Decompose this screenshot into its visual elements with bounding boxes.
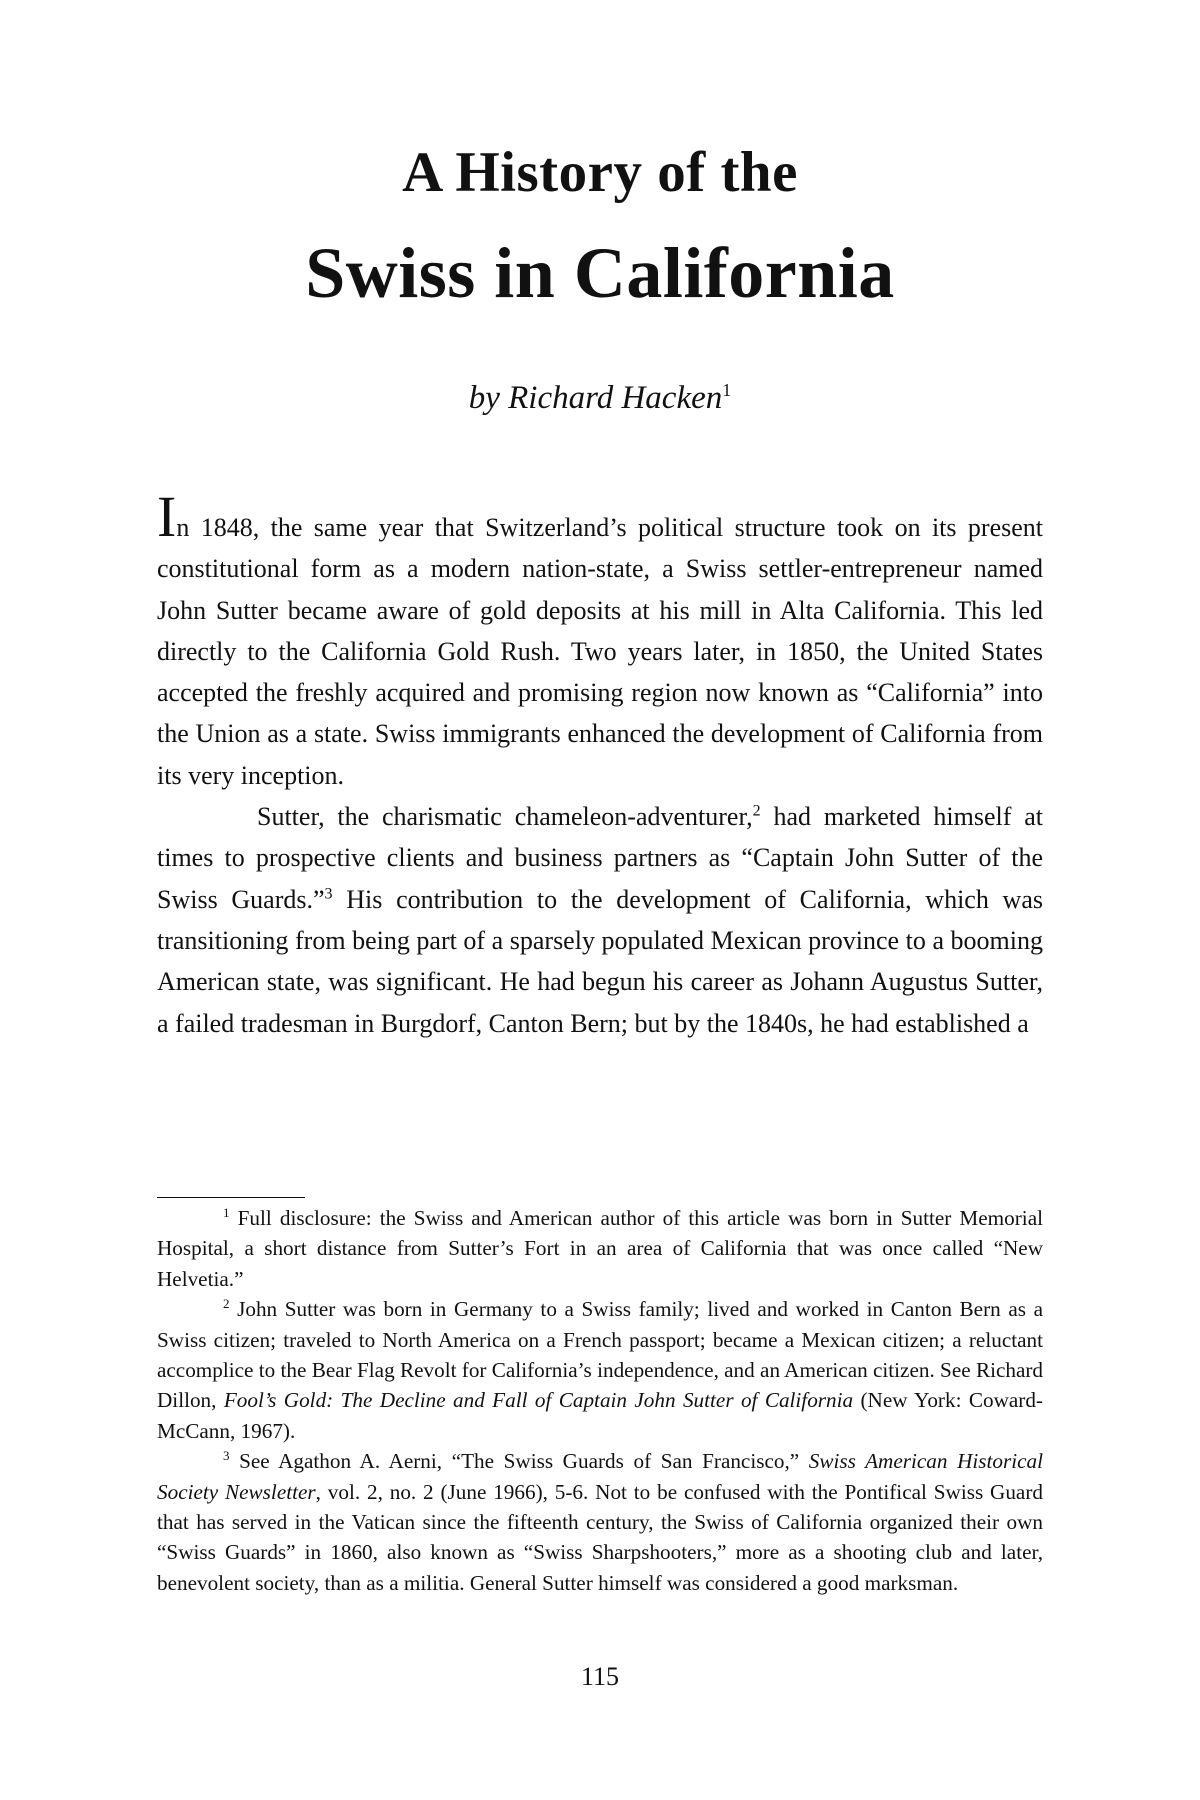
byline-text: by Richard Hacken [468,380,723,416]
footnote-1-number: 1 [223,1204,230,1220]
footnote-2-text: John Sutter was born in Germany to a Swiss family; lived and worked in Canton Bern as a Swiss citizen; traveled to North America on a French passport; became a Mexican citizen; a reluctant accomplice to the Bear Flag Revolt for California’s independence, and an American citizen. See Richard Dillon, [157,1297,1044,1413]
footnote-3 [157,1446,1043,1598]
paragraph-2 [157,796,1043,1044]
footnote-2-citation: (New York: Coward-McCann, 1967). [157,1388,1043,1443]
paragraph-2-text-c: His contribution to the development of California, which was transitioning from being part of a sparsely populated Mexican province to a booming American state, was significant. He had begun his career as Johann Augustus Sutter, a failed tradesman in Burgdorf, Canton Bern; but by the 1840s, he had established a [157,884,1043,1038]
paragraph-2-text-a: Sutter, the charismatic chameleon-adventurer, [257,802,753,832]
drop-cap: I [157,484,177,549]
footnote-3-text-a: See Agathon A. Aerni, “The Swiss Guards of San Francisco,” [229,1449,809,1474]
byline-note-ref[interactable]: 1 [722,380,732,400]
byline [0,380,1200,417]
footnote-3-journal-title: Swiss American Historical Society Newsletter [157,1449,1043,1504]
paragraph-1 [157,484,1043,796]
footnote-2-book-title: Fool’s Gold: The Decline and Fall of Captain John Sutter of California [223,1388,854,1413]
footnote-1 [157,1203,1043,1294]
footnote-1-text: Full disclosure: the Swiss and American author of this article was born in Sutter Memorial Hospital, a short distance from Sutter’s Fort in an area of California that was once called “New Helvetia.” [157,1206,1043,1291]
page-number: 115 [580,1662,620,1691]
note-ref-3[interactable]: 3 [324,885,333,903]
footnote-3-text-b: , vol. 2, no. 2 (June 1966), 5-6. Not to be confused with the Pontifical Swiss Guard that has served in the Vatican since the fifteenth century, the Swiss of California organized their own “Swiss Guards” in 1860, also known as “Swiss Sharpshooters,” more as a shooting club and later, benevolent society, than as a militia. General Sutter himself was considered a good marksman. [157,1479,1043,1595]
footnote-3-number: 3 [223,1448,230,1464]
footnote-divider [157,1197,305,1198]
paragraph-2-text-b: had marketed himself at times to prospective clients and business partners as “Captain John Sutter of the Swiss Guards.” [157,802,1043,914]
body-text [157,484,1043,1044]
paragraph-1-text: n 1848, the same year that Switzerland’s political structure took on its present constitutional form as a modern nation-state, a Swiss settler-entrepreneur named John Sutter became aware of gold deposits at his mill in Alta California. This led directly to the California Gold Rush. Two years later, in 1850, the United States accepted the freshly acquired and promising region now known as “California” into the Union as a state. Swiss immigrants enhanced the development of California from its very inception. [157,513,1043,790]
footnote-2 [157,1294,1043,1446]
footnote-2-number: 2 [223,1296,230,1312]
title-line-2: Swiss in California [305,233,895,313]
footnotes [157,1203,1043,1598]
note-ref-2[interactable]: 2 [752,802,761,820]
title-line-1: A History of the [402,141,798,204]
